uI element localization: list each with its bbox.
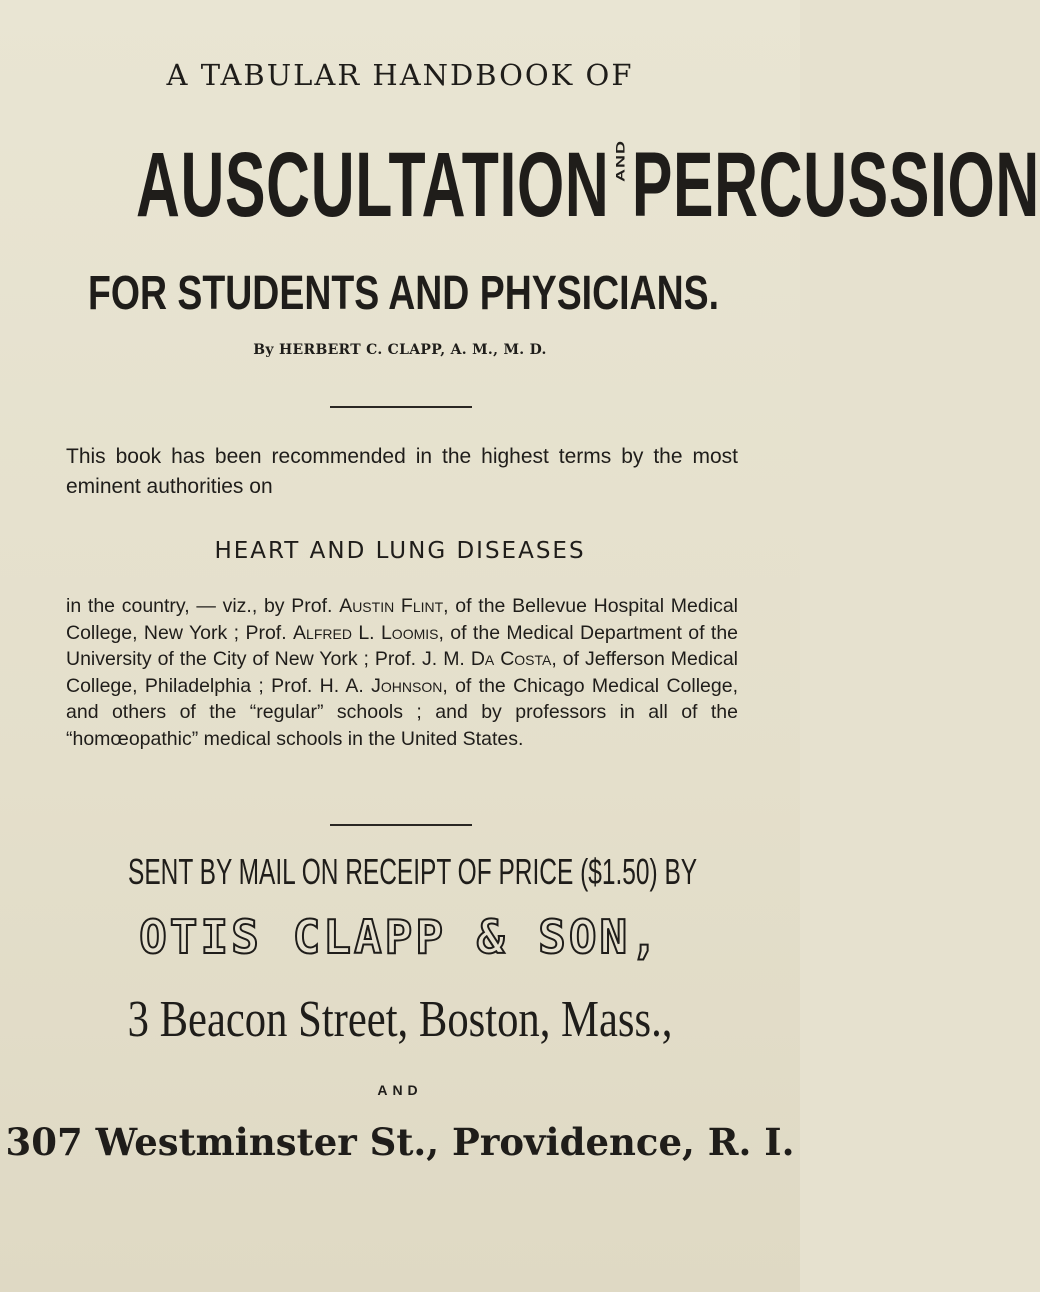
body-text-2: , of the Bellevue Hospital Medical College, New York ; Prof. [66, 595, 738, 644]
publisher-name: OTIS CLAPP & SON, [139, 910, 661, 964]
diseases-heading: HEART AND LUNG DISEASES [214, 538, 586, 564]
handbook-heading: A TABULAR HANDBOOK OF [166, 58, 634, 92]
book-title [136, 130, 1040, 240]
name-johnson: Johnson [371, 674, 443, 697]
body-text-4: , of Jefferson Medical College, Philadelphia ; Prof. H. A. [66, 648, 738, 697]
boston-address: 3 Beacon Street, Boston, Mass., [127, 991, 673, 1048]
intro-paragraph: This book has been recommended in the highest terms by the most eminent authorities on [66, 445, 738, 498]
divider-rule [330, 824, 472, 826]
name-alfred-loomis: Alfred L. Loomis [293, 621, 439, 644]
divider-rule [330, 406, 472, 408]
and-separator: AND [377, 1082, 423, 1098]
body-text-3: , of the Medical Department of the University of the City of New York ; Prof. J. M. [66, 621, 739, 670]
subtitle: FOR STUDENTS AND PHYSICIANS. [88, 267, 719, 320]
providence-address: 307 Westminster St., Providence, R. I. [5, 1120, 795, 1164]
title-and: AND [613, 140, 628, 182]
title-auscultation: AUSCULTATION [136, 134, 610, 236]
name-austin-flint: Austin Flint [339, 595, 444, 617]
title-percussion: PERCUSSION [631, 134, 1040, 236]
order-line: SENT BY MAIL ON RECEIPT OF PRICE ($1.50) BY [128, 851, 698, 892]
body-text-1: in the country, — viz., by Prof. [66, 595, 333, 617]
endorsement-paragraph [66, 593, 738, 752]
author-byline: By HERBERT C. CLAPP, A. M., M. D. [253, 342, 547, 358]
name-da-costa: Da Costa [470, 648, 552, 670]
body-text-5: , of the Chicago Medical College, and others of the “regular” schools ; and by professors in all of the “homœopathic” medical schools in the United States. [66, 674, 738, 750]
